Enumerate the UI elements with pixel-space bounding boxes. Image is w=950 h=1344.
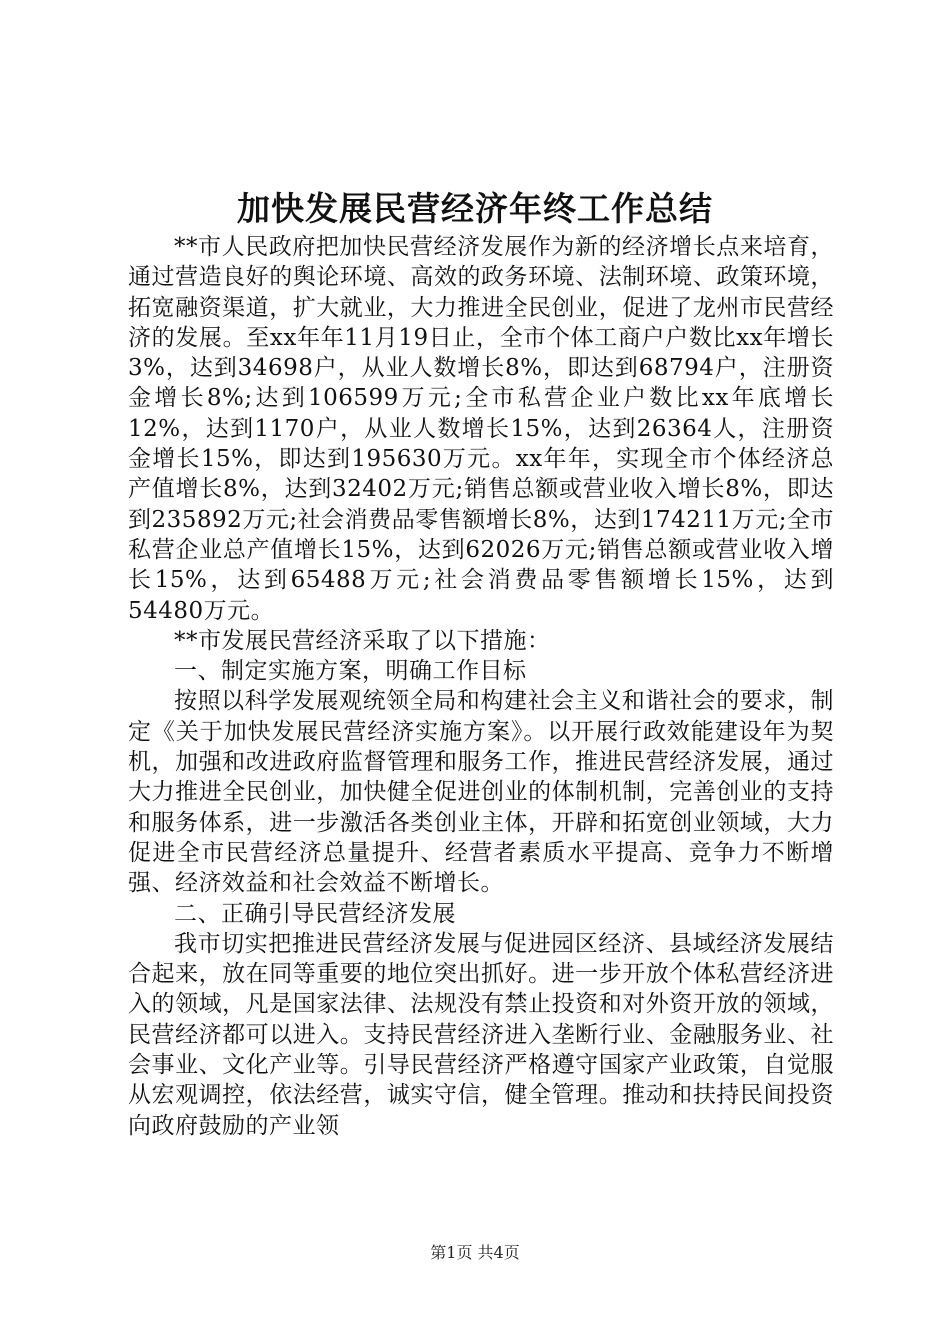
paragraph-intro: **市人民政府把加快民营经济发展作为新的经济增长点来培育，通过营造良好的舆论环境、高效的政务环境、法制环境、政策环境，拓宽融资渠道，扩大就业，大力推进全民创业，促进了龙州市民营经济的发展。至xx年年11月19日止，全市个体工商户户数比xx年增长3%，达到34698户，从业人数增长8%，即达到68794户，注册资金增长8%;达到106599万元;全市私营企业户数比xx年底增长12%，达到1170户，从业人数增长15%，达到26364人，注册资金增长15%，即达到195630万元。xx年年，实现全市个体经济总产值增长8%，达到32402万元;销售总额或营业收入增长8%，即达到235892万元;社会消费品零售额增长8%，达到174211万元;全市私营企业总产值增长15%，达到62026万元;销售总额或营业收入增长15%，达到65488万元;社会消费品零售额增长15%，达到54480万元。: [128, 234, 834, 624]
section-heading-1: 一、制定实施方案，明确工作目标: [174, 658, 527, 685]
document-body: [128, 232, 834, 1141]
document-title: 加快发展民营经济年终工作总结: [237, 189, 713, 228]
page-number-footer: 第1页 共4页: [430, 1243, 520, 1262]
paragraph-section-1: 按照以科学发展观统领全局和构建社会主义和谐社会的要求，制定《关于加快发展民营经济实施方案》。以开展行政效能建设年为契机，加强和改进政府监督管理和服务工作，推进民营经济发展，通过大力推进全民创业，加快健全促进创业的体制机制，完善创业的支持和服务体系，进一步激活各类创业主体，开辟和拓宽创业领域，大力促进全市民营经济总量提升、经营者素质水平提高、竞争力不断增强、经济效益和社会效益不断增长。: [128, 688, 834, 897]
paragraph-section-2: 我市切实把推进民营经济发展与促进园区经济、县域经济发展结合起来，放在同等重要的地位突出抓好。进一步开放个体私营经济进入的领域，凡是国家法律、法规没有禁止投资和对外资开放的领域，民营经济都可以进入。支持民营经济进入垄断行业、金融服务业、社会事业、文化产业等。引导民营经济严格遵守国家产业政策，自觉服从宏观调控，依法经营，诚实守信，健全管理。推动和扶持民间投资向政府鼓励的产业领: [128, 930, 834, 1139]
section-heading-2: 二、正确引导民营经济发展: [174, 900, 456, 927]
paragraph-measures-lead: **市发展民营经济采取了以下措施：: [174, 627, 551, 654]
